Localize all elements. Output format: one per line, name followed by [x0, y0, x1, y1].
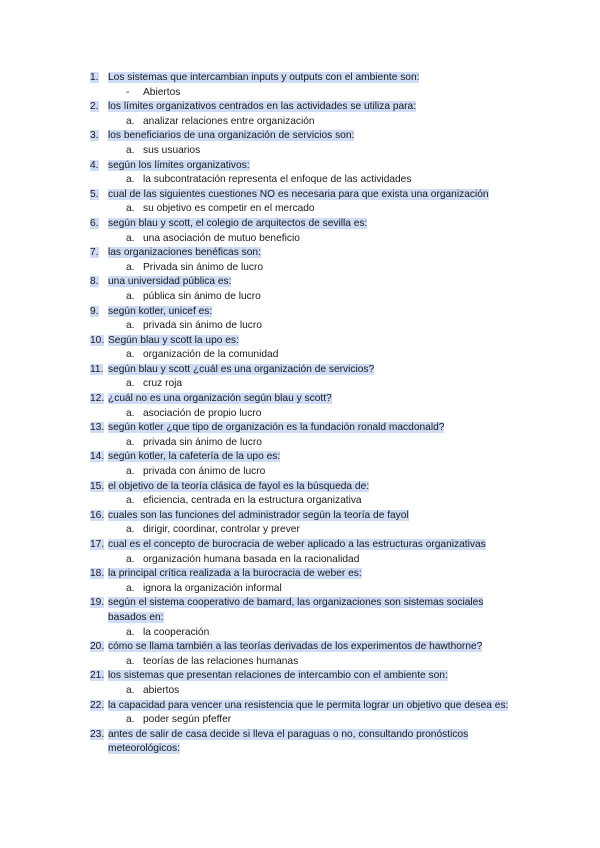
answer-line [90, 626, 520, 641]
answer-text: abiertos [143, 684, 180, 696]
question-item [90, 509, 520, 538]
question-text: la principal crítica realizada a la burocracia de weber es: [108, 568, 362, 580]
question-list [90, 71, 520, 757]
question-line [90, 421, 520, 436]
answer-text: privada sin ánimo de lucro [143, 320, 262, 332]
question-line [90, 246, 520, 261]
question-text: las organizaciones benéficas son: [108, 247, 261, 259]
answer-line [90, 261, 520, 276]
answer-text: dirigir, coordinar, controlar y prever [143, 524, 300, 536]
question-number: 3. [90, 130, 99, 142]
question-item [90, 188, 520, 217]
question-text: los beneficiarios de una organización de servicios son: [108, 130, 355, 142]
answer-marker: a. [126, 378, 135, 390]
answer-text: organización de la comunidad [143, 349, 279, 361]
question-line [90, 538, 520, 553]
answer-text: cruz roja [143, 378, 183, 390]
answer-text: privada sin ánimo de lucro [143, 436, 262, 448]
answer-marker: a. [126, 203, 135, 215]
answer-marker: a. [126, 290, 135, 302]
question-text: según kotler, unicef es: [108, 305, 213, 317]
answer-text: la cooperación [143, 626, 210, 638]
answer-marker: a. [126, 407, 135, 419]
question-item [90, 71, 520, 100]
question-item [90, 334, 520, 363]
answer-text: privada con ánimo de lucro [143, 466, 266, 478]
question-number: 4. [90, 159, 99, 171]
question-item [90, 246, 520, 275]
question-number: 15. [90, 480, 105, 492]
question-item [90, 363, 520, 392]
question-text: Los sistemas que intercambian inputs y outputs con el ambiente son: [108, 72, 420, 83]
answer-text: pública sin ánimo de lucro [143, 290, 261, 302]
answer-line [90, 202, 520, 217]
question-number: 10. [90, 334, 105, 346]
question-text: según kotler, la cafetería de la upo es: [108, 451, 281, 463]
question-item [90, 596, 520, 640]
question-text: según el sistema cooperativo de bamard, las organizaciones son sistemas sociales basados en: [108, 597, 484, 623]
question-line [90, 71, 520, 86]
question-item [90, 699, 520, 728]
question-number: 18. [90, 568, 105, 580]
question-line [90, 596, 520, 625]
answer-text: sus usuarios [143, 144, 201, 156]
question-number: 12. [90, 393, 105, 405]
question-line [90, 699, 520, 714]
question-number: 2. [90, 101, 99, 113]
question-item [90, 159, 520, 188]
answer-text: la subcontratación representa el enfoque de las actividades [143, 174, 412, 186]
answer-marker: a. [126, 524, 135, 536]
answer-text: una asociación de mutuo beneficio [143, 232, 300, 244]
answer-marker: a. [126, 684, 135, 696]
answer-line [90, 523, 520, 538]
question-item [90, 567, 520, 596]
question-text: los límites organizativos centrados en las actividades se utiliza para: [108, 101, 417, 113]
answer-text: Privada sin ánimo de lucro [143, 261, 264, 273]
question-number: 16. [90, 509, 105, 521]
answer-line [90, 436, 520, 451]
question-item [90, 450, 520, 479]
answer-text: teorías de las relaciones humanas [143, 655, 299, 667]
answer-line [90, 290, 520, 305]
answer-text: Abiertos [143, 86, 181, 98]
answer-marker: a. [126, 714, 135, 726]
question-line [90, 188, 520, 203]
question-line [90, 728, 520, 757]
question-item [90, 728, 520, 757]
question-line [90, 129, 520, 144]
question-number: 19. [90, 597, 105, 609]
answer-line [90, 144, 520, 159]
question-line [90, 305, 520, 320]
answer-line [90, 348, 520, 363]
answer-marker: a. [126, 232, 135, 244]
question-line [90, 392, 520, 407]
question-item [90, 129, 520, 158]
question-text: cual es el concepto de burocracia de weber aplicado a las estructuras organizativas [108, 539, 486, 550]
question-text: la capacidad para vencer una resistencia que le permita lograr un objetivo que desea es: [108, 699, 509, 711]
question-number: 13. [90, 422, 105, 434]
answer-text: organización humana basada en la racionalidad [143, 553, 360, 565]
question-text: los sistemas que presentan relaciones de intercambio con el ambiente son: [108, 670, 448, 682]
question-item [90, 392, 520, 421]
question-text: cual de las siguientes cuestiones NO es necesaria para que exista una organización [108, 188, 489, 200]
question-line [90, 159, 520, 174]
answer-line [90, 465, 520, 480]
question-text: según blau y scott, el colegio de arquitectos de sevilla es: [108, 217, 368, 229]
question-line [90, 450, 520, 465]
question-number: 17. [90, 539, 105, 550]
answer-text: analizar relaciones entre organización [143, 115, 315, 127]
answer-marker: - [126, 86, 130, 98]
question-number: 11. [90, 363, 104, 375]
answer-marker: a. [126, 174, 135, 186]
question-text: cuales son las funciones del administrador según la teoría de fayol [108, 509, 409, 521]
question-number: 14. [90, 451, 105, 463]
question-item [90, 669, 520, 698]
question-text: Según blau y scott la upo es: [108, 334, 239, 346]
question-line [90, 334, 520, 349]
answer-marker: a. [126, 320, 135, 332]
question-item [90, 217, 520, 246]
question-item [90, 100, 520, 129]
question-line [90, 363, 520, 378]
answer-line [90, 553, 520, 568]
answer-text: ignora la organización informal [143, 582, 282, 594]
question-text: según kotler ¿que tipo de organización es la fundación ronald macdonald? [108, 422, 445, 434]
answer-line [90, 173, 520, 188]
answer-marker: a. [126, 261, 135, 273]
question-item [90, 480, 520, 509]
question-item [90, 305, 520, 334]
question-text: según los límites organizativos: [108, 159, 250, 171]
question-line [90, 567, 520, 582]
answer-text: eficiencia, centrada en la estructura organizativa [143, 495, 362, 507]
answer-line [90, 319, 520, 334]
answer-marker: a. [126, 144, 135, 156]
answer-text: asociación de propio lucro [143, 407, 262, 419]
answer-text: poder según pfeffer [143, 714, 232, 726]
question-text: cómo se llama también a las teorías derivadas de los experimentos de hawthorne? [108, 641, 483, 653]
question-line [90, 640, 520, 655]
answer-line [90, 713, 520, 728]
answer-line [90, 494, 520, 509]
question-number: 20. [90, 641, 105, 653]
answer-marker: a. [126, 626, 135, 638]
question-item [90, 275, 520, 304]
answer-line [90, 115, 520, 130]
question-number: 1. [90, 72, 99, 83]
answer-text: su objetivo es competir en el mercado [143, 203, 315, 215]
answer-line [90, 684, 520, 699]
answer-line [90, 86, 520, 101]
answer-marker: a. [126, 436, 135, 448]
question-text: antes de salir de casa decide si lleva el paraguas o no, consultando pronósticos meteorológicos: [108, 728, 469, 755]
question-text: una universidad pública es: [108, 276, 232, 288]
answer-marker: a. [126, 115, 135, 127]
answer-marker: a. [126, 655, 135, 667]
question-item [90, 640, 520, 669]
question-line [90, 669, 520, 684]
question-text: el objetivo de la teoría clásica de fayol es la búsqueda de: [108, 480, 370, 492]
question-number: 9. [90, 305, 99, 317]
question-line [90, 275, 520, 290]
question-number: 8. [90, 276, 99, 288]
answer-marker: a. [126, 349, 135, 361]
answer-marker: a. [126, 495, 135, 507]
answer-marker: a. [126, 466, 135, 478]
question-item [90, 421, 520, 450]
answer-marker: a. [126, 553, 135, 565]
question-number: 5. [90, 188, 99, 200]
question-text: según blau y scott ¿cuál es una organización de servicios? [108, 363, 375, 375]
question-line [90, 217, 520, 232]
answer-line [90, 655, 520, 670]
question-line [90, 480, 520, 495]
question-text: ¿cuál no es una organización según blau y scott? [108, 393, 332, 405]
question-number: 21. [90, 670, 105, 682]
question-number: 6. [90, 217, 99, 229]
answer-line [90, 407, 520, 422]
question-number: 7. [90, 247, 99, 259]
question-item [90, 538, 520, 567]
question-line [90, 100, 520, 115]
answer-line [90, 582, 520, 597]
answer-marker: a. [126, 582, 135, 594]
question-line [90, 509, 520, 524]
question-number: 22. [90, 699, 105, 711]
answer-line [90, 232, 520, 247]
answer-line [90, 377, 520, 392]
question-number: 23. [90, 728, 105, 740]
